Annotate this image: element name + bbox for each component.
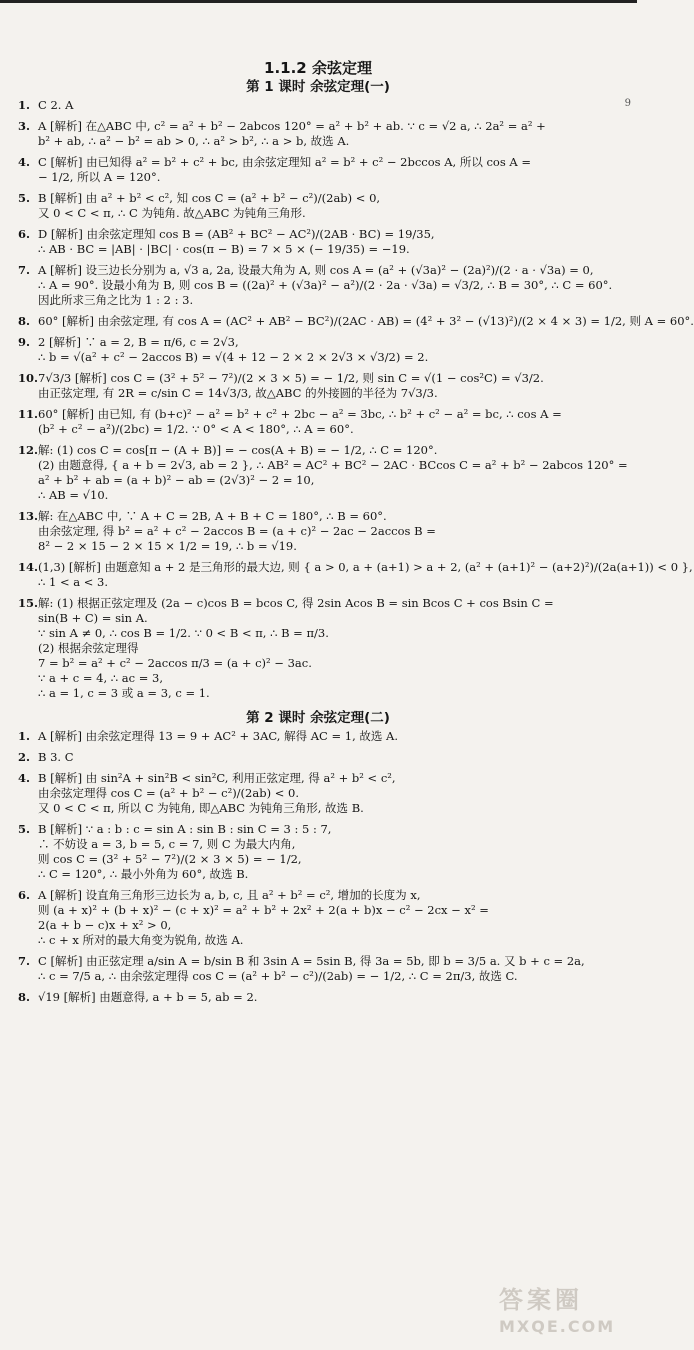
answer-text: ∴ c + x 所对的最大角变为锐角, 故选 A. bbox=[38, 933, 244, 947]
answer-text: (2) 由题意得, { a + b = 2√3, ab = 2 }, ∴ AB² = AC² + BC² − 2AC · BCcos C = a² + b² − 2abcos 120° = bbox=[38, 458, 628, 472]
question-number: 4. bbox=[18, 771, 31, 785]
answer-text: 又 0 < C < π, 所以 C 为钝角, 即△ABC 为钝角三角形, 故选 B. bbox=[38, 801, 364, 815]
answer-line bbox=[18, 837, 618, 852]
answer-line bbox=[18, 293, 618, 308]
answer-text: 又 0 < C < π, ∴ C 为钝角. 故△ABC 为钝角三角形. bbox=[38, 206, 306, 220]
question-number: 8. bbox=[18, 314, 31, 328]
answer-line bbox=[18, 386, 618, 401]
answer-line bbox=[18, 801, 618, 816]
question-number: 6. bbox=[18, 888, 31, 902]
answer-text: ∴ 1 < a < 3. bbox=[38, 575, 109, 589]
answer-text: 解: (1) 根据正弦定理及 (2a − c)cos B = bcos C, 得 2sin Acos B = sin Bcos C + cos Bsin C = bbox=[38, 596, 554, 610]
answer-line bbox=[18, 473, 618, 488]
question-number: 6. bbox=[18, 227, 31, 241]
answer-text: B [解析] ∵ a : b : c = sin A : sin B : sin C = 3 : 5 : 7, bbox=[38, 822, 332, 836]
question-number: 10. bbox=[18, 371, 39, 385]
answer-text: B [解析] 由 sin²A + sin²B < sin²C, 利用正弦定理, 得 a² + b² < c², bbox=[38, 771, 396, 785]
answer-line bbox=[18, 750, 618, 765]
answer-line bbox=[18, 539, 618, 554]
answer-text: ∵ sin A ≠ 0, ∴ cos B = 1/2. ∵ 0 < B < π, ∴ B = π/3. bbox=[38, 626, 329, 640]
answer-line bbox=[18, 206, 618, 221]
answer-text: ∴ C = 120°, ∴ 最小外角为 60°, 故选 B. bbox=[38, 867, 249, 881]
answer-line bbox=[18, 888, 618, 903]
answer-text: A [解析] 设三边长分别为 a, √3 a, 2a, 设最大角为 A, 则 cos A = (a² + (√3a)² − (2a)²)/(2 · a · √3a) = 0, bbox=[38, 263, 594, 277]
top-rule bbox=[0, 0, 637, 3]
question-number: 3. bbox=[18, 119, 31, 133]
answer-text: D [解析] 由余弦定理知 cos B = (AB² + BC² − AC²)/(2AB · BC) = 19/35, bbox=[38, 227, 435, 241]
answer-text: √19 [解析] 由题意得, a + b = 5, ab = 2. bbox=[38, 990, 258, 1004]
question-number: 1. bbox=[18, 729, 31, 743]
answer-text: C [解析] 由正弦定理 a/sin A = b/sin B 和 3sin A = 5sin B, 得 3a = 5b, 即 b = 3/5 a. 又 b + c = 2a, bbox=[38, 954, 585, 968]
answer-line bbox=[18, 170, 618, 185]
answer-line bbox=[18, 771, 618, 786]
answer-line bbox=[18, 350, 618, 365]
answer-text: 因此所求三角之比为 1 : 2 : 3. bbox=[38, 293, 194, 307]
answer-text: 60° [解析] 由已知, 有 (b+c)² − a² = b² + c² + 2bc − a² = 3bc, ∴ b² + c² − a² = bc, ∴ cos A = bbox=[38, 407, 562, 421]
answer-line bbox=[18, 786, 618, 801]
answer-text: ∴ 不妨设 a = 3, b = 5, c = 7, 则 C 为最大内角, bbox=[38, 837, 296, 851]
answer-text: (1,3) [解析] 由题意知 a + 2 是三角形的最大边, 则 { a > 0, a + (a+1) > a + 2, (a² + (a+1)² − (a+2)²)/(2a(a+1)) < 0 }, bbox=[38, 560, 693, 574]
answer-text: (2) 根据余弦定理得 bbox=[38, 641, 139, 655]
question-number: 13. bbox=[18, 509, 39, 523]
answer-line bbox=[18, 443, 618, 458]
answer-text: ∴ AB · BC = |AB| · |BC| · cos(π − B) = 7 × 5 × (− 19/35) = −19. bbox=[38, 242, 410, 256]
answer-line bbox=[18, 822, 618, 837]
answer-text: 解: (1) cos C = cos[π − (A + B)] = − cos(A + B) = − 1/2, ∴ C = 120°. bbox=[38, 443, 438, 457]
answer-line bbox=[18, 729, 618, 744]
answer-line bbox=[18, 278, 618, 293]
question-number: 2. bbox=[18, 750, 31, 764]
answer-text: A [解析] 由余弦定理得 13 = 9 + AC² + 3AC, 解得 AC = 1, 故选 A. bbox=[38, 729, 399, 743]
answer-line bbox=[18, 371, 618, 386]
answer-line bbox=[18, 918, 618, 933]
answer-text: 则 cos C = (3² + 5² − 7²)/(2 × 3 × 5) = − 1/2, bbox=[38, 852, 302, 866]
question-number: 5. bbox=[18, 822, 31, 836]
watermark-bottom: MXQE.COM bbox=[499, 1317, 616, 1336]
answer-text: 解: 在△ABC 中, ∵ A + C = 2B, A + B + C = 180°, ∴ B = 60°. bbox=[38, 509, 387, 523]
question-number: 4. bbox=[18, 155, 31, 169]
answer-text: ∴ c = 7/5 a, ∴ 由余弦定理得 cos C = (a² + b² − c²)/(2ab) = − 1/2, ∴ C = 2π/3, 故选 C. bbox=[38, 969, 518, 983]
lesson-1-title: 第 1 课时 余弦定理(一) bbox=[246, 79, 390, 95]
answer-line bbox=[18, 227, 618, 242]
answer-line bbox=[18, 626, 618, 641]
answer-line bbox=[18, 686, 618, 701]
answer-text: 60° [解析] 由余弦定理, 有 cos A = (AC² + AB² − BC²)/(2AC · AB) = (4² + 3² − (√13)²)/(2 × 4 × 3) = 1/2, 则 A = 60°. bbox=[38, 314, 694, 328]
answer-text: 由余弦定理, 得 b² = a² + c² − 2accos B = (a + c)² − 2ac − 2accos B = bbox=[38, 524, 436, 538]
question-number: 12. bbox=[18, 443, 39, 457]
answer-line bbox=[18, 263, 618, 278]
answer-line bbox=[18, 335, 618, 350]
answer-page bbox=[18, 58, 694, 1005]
answer-line bbox=[18, 407, 618, 422]
answer-line bbox=[18, 488, 618, 503]
question-number: 5. bbox=[18, 191, 31, 205]
answer-line bbox=[18, 98, 618, 113]
question-number: 11. bbox=[18, 407, 39, 421]
answer-text: 由余弦定理得 cos C = (a² + b² − c²)/(2ab) < 0. bbox=[38, 786, 299, 800]
answer-text: 则 (a + x)² + (b + x)² − (c + x)² = a² + b² + 2x² + 2(a + b)x − c² − 2cx − x² = bbox=[38, 903, 489, 917]
answer-line bbox=[18, 119, 618, 134]
answer-text: 2(a + b − c)x + x² > 0, bbox=[38, 918, 172, 932]
answer-text: b² + ab, ∴ a² − b² = ab > 0, ∴ a² > b², ∴ a > b, 故选 A. bbox=[38, 134, 350, 148]
watermark-top: 答案圈 bbox=[499, 1286, 583, 1314]
answer-text: ∴ b = √(a² + c² − 2accos B) = √(4 + 12 − 2 × 2 × 2√3 × √3/2) = 2. bbox=[38, 350, 429, 364]
answer-line bbox=[18, 596, 618, 611]
answer-text: 7√3/3 [解析] cos C = (3² + 5² − 7²)/(2 × 3 × 5) = − 1/2, 则 sin C = √(1 − cos²C) = √3/2. bbox=[38, 371, 544, 385]
lesson-2-answers bbox=[18, 729, 618, 1005]
answer-text: a² + b² + ab = (a + b)² − ab = (2√3)² − 2 = 10, bbox=[38, 473, 315, 487]
answer-text: 8² − 2 × 15 − 2 × 15 × 1/2 = 19, ∴ b = √19. bbox=[38, 539, 297, 553]
answer-text: A [解析] 设直角三角形三边长为 a, b, c, 且 a² + b² = c², 增加的长度为 x, bbox=[38, 888, 421, 902]
answer-line bbox=[18, 954, 618, 969]
answer-text: A [解析] 在△ABC 中, c² = a² + b² − 2abcos 120° = a² + b² + ab. ∵ c = √2 a, ∴ 2a² = a² + bbox=[38, 119, 546, 133]
answer-text: 7 = b² = a² + c² − 2accos π/3 = (a + c)² − 3ac. bbox=[38, 656, 312, 670]
answer-line bbox=[18, 969, 618, 984]
answer-text: ∴ AB = √10. bbox=[38, 488, 109, 502]
answer-text: 2 [解析] ∵ a = 2, B = π/6, c = 2√3, bbox=[38, 335, 239, 349]
watermark-logo bbox=[499, 1284, 629, 1344]
answer-line bbox=[18, 191, 618, 206]
answer-line bbox=[18, 641, 618, 656]
answer-line bbox=[18, 656, 618, 671]
answer-text: B 3. C bbox=[38, 750, 74, 764]
answer-line bbox=[18, 867, 618, 882]
question-number: 9. bbox=[18, 335, 31, 349]
answer-line bbox=[18, 575, 618, 590]
question-number: 7. bbox=[18, 954, 31, 968]
answer-text: sin(B + C) = sin A. bbox=[38, 611, 148, 625]
answer-line bbox=[18, 242, 618, 257]
answer-line bbox=[18, 134, 618, 149]
answer-line bbox=[18, 852, 618, 867]
answer-line bbox=[18, 422, 618, 437]
answer-line bbox=[18, 560, 693, 575]
question-number: 1. bbox=[18, 98, 31, 112]
question-number: 15. bbox=[18, 596, 39, 610]
answer-text: ∴ A = 90°. 设最小角为 B, 则 cos B = ((2a)² + (√3a)² − a²)/(2 · 2a · √3a) = √3/2, ∴ B = 30°, ∴ C = 60°. bbox=[38, 278, 613, 292]
answer-line bbox=[18, 933, 618, 948]
answer-text: 由正弦定理, 有 2R = c/sin C = 14√3/3, 故△ABC 的外接圆的半径为 7√3/3. bbox=[38, 386, 438, 400]
answer-line bbox=[18, 611, 618, 626]
answer-line bbox=[18, 524, 618, 539]
answer-line bbox=[18, 903, 618, 918]
answer-line bbox=[18, 990, 618, 1005]
question-number: 8. bbox=[18, 990, 31, 1004]
lesson-1-answers bbox=[18, 98, 694, 701]
answer-line bbox=[18, 671, 618, 686]
answer-text: ∴ a = 1, c = 3 或 a = 3, c = 1. bbox=[38, 686, 210, 700]
answer-line bbox=[18, 314, 694, 329]
answer-text: C 2. A bbox=[38, 98, 74, 112]
answer-text: ∵ a + c = 4, ∴ ac = 3, bbox=[38, 671, 163, 685]
answer-text: − 1/2, 所以 A = 120°. bbox=[38, 170, 161, 184]
answer-text: (b² + c² − a²)/(2bc) = 1/2. ∵ 0° < A < 180°, ∴ A = 60°. bbox=[38, 422, 354, 436]
edge-digit: 9 bbox=[624, 98, 631, 109]
answer-line bbox=[18, 155, 618, 170]
answer-line bbox=[18, 509, 618, 524]
answer-text: B [解析] 由 a² + b² < c², 知 cos C = (a² + b² − c²)/(2ab) < 0, bbox=[38, 191, 381, 205]
answer-line bbox=[18, 458, 628, 473]
lesson-2-title: 第 2 课时 余弦定理(二) bbox=[246, 710, 390, 726]
section-title: 1.1.2 余弦定理 bbox=[264, 59, 372, 77]
question-number: 7. bbox=[18, 263, 31, 277]
answer-text: C [解析] 由已知得 a² = b² + c² + bc, 由余弦定理知 a² = b² + c² − 2bccos A, 所以 cos A = bbox=[38, 155, 531, 169]
question-number: 14. bbox=[18, 560, 39, 574]
